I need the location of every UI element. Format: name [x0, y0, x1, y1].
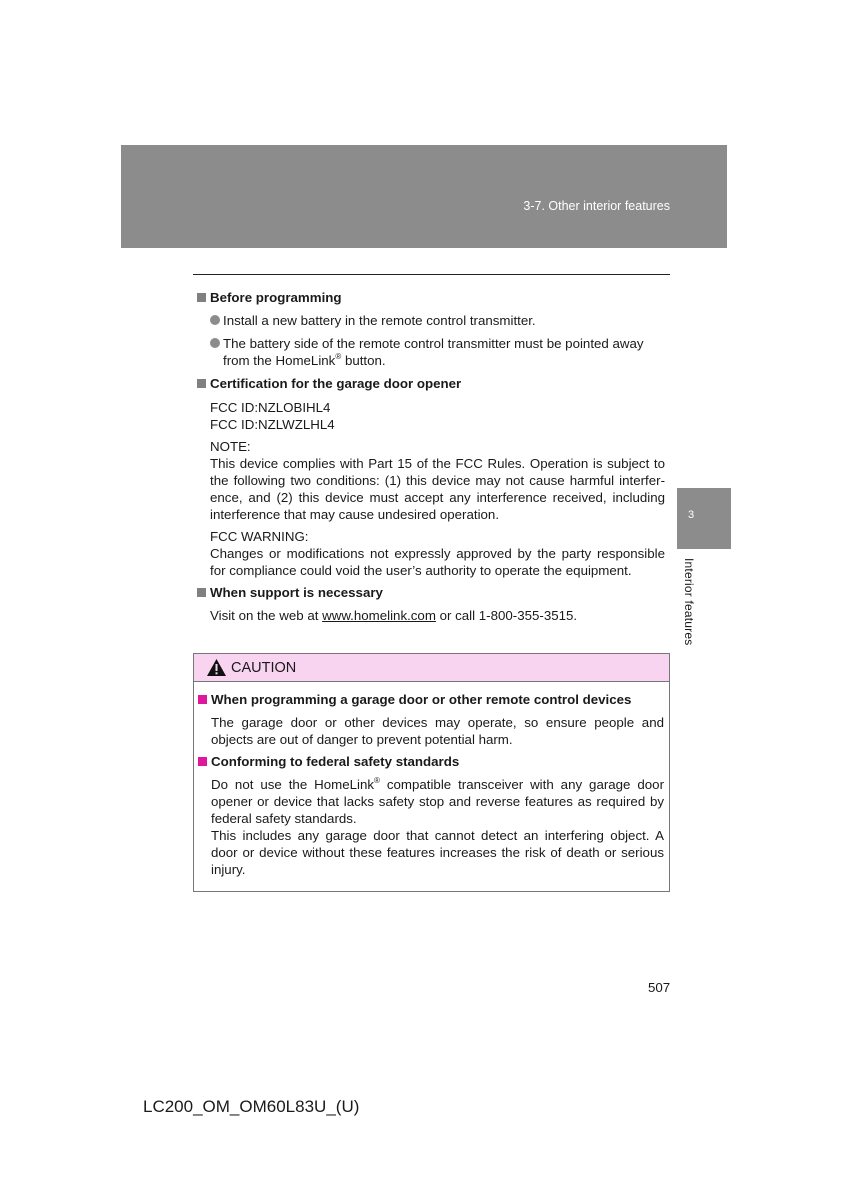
caution-header [194, 654, 669, 682]
square-bullet-icon [198, 695, 207, 704]
page-number: 507 [648, 980, 671, 995]
round-bullet-icon [210, 338, 220, 348]
list-item: The battery side of the remote control transmitter must be pointed away from the HomeLink® button. [197, 335, 665, 369]
note-text: This device complies with Part 15 of the FCC Rules. Operation is subject to the following two conditions: (1) this device may not cause harmful interference, and (2) this device must accept any interference received, including interference that may cause undesired operation. [210, 456, 665, 522]
chapter-number: 3 [688, 509, 695, 521]
heading-before-programming: Before programming [197, 289, 665, 306]
list-item: Install a new battery in the remote control transmitter. [197, 312, 665, 329]
caution-body [194, 682, 669, 878]
square-bullet-icon [197, 379, 206, 388]
caution-text-programming: The garage door or other devices may operate, so ensure people and objects are out of danger to prevent potential harm. [211, 715, 664, 747]
fcc-id-1: FCC ID:NZLOBIHL4 [210, 400, 331, 415]
caution-text-standards-2: This includes any garage door that cannot detect an interfering object. A door or device without these features increases the risk of death or serious injury. [211, 828, 664, 877]
warning-triangle-icon [206, 658, 227, 677]
header-rule [193, 274, 670, 275]
fcc-warning-text: Changes or modifications not expressly approved by the party responsible for compliance could void the user’s authority to operate the equipment. [210, 546, 665, 578]
section-title: 3-7. Other interior features [523, 199, 670, 213]
note-label: NOTE: [210, 439, 251, 454]
fcc-warning-label: FCC WARNING: [210, 529, 309, 544]
main-content [197, 289, 665, 624]
caution-heading-programming: When programming a garage door or other remote control devices [198, 691, 664, 708]
caution-text-standards: Do not use the HomeLink® compatible transceiver with any garage door opener or device that lacks safety stop and reverse features as required by federal safety standards. [211, 776, 665, 826]
header-band [121, 145, 727, 248]
registered-mark: ® [335, 352, 342, 361]
caution-box [193, 653, 670, 892]
chapter-tab [677, 488, 731, 549]
square-bullet-icon [198, 757, 207, 766]
caution-heading-standards: Conforming to federal safety standards [198, 753, 664, 770]
square-bullet-icon [197, 588, 206, 597]
registered-mark: ® [374, 776, 380, 785]
heading-certification: Certification for the garage door opener [197, 375, 665, 392]
chapter-label: Interior features [682, 558, 696, 646]
footer-code: LC200_OM_OM60L83U_(U) [143, 1097, 360, 1116]
caution-title: CAUTION [231, 659, 297, 676]
homelink-link[interactable]: www.homelink.com [322, 608, 436, 623]
support-text: Visit on the web at www.homelink.com or call 1-800-355-3515. [210, 608, 578, 623]
fcc-id-2: FCC ID:NZLWZLHL4 [210, 417, 335, 432]
heading-support: When support is necessary [197, 584, 665, 601]
round-bullet-icon [210, 315, 220, 325]
square-bullet-icon [197, 293, 206, 302]
